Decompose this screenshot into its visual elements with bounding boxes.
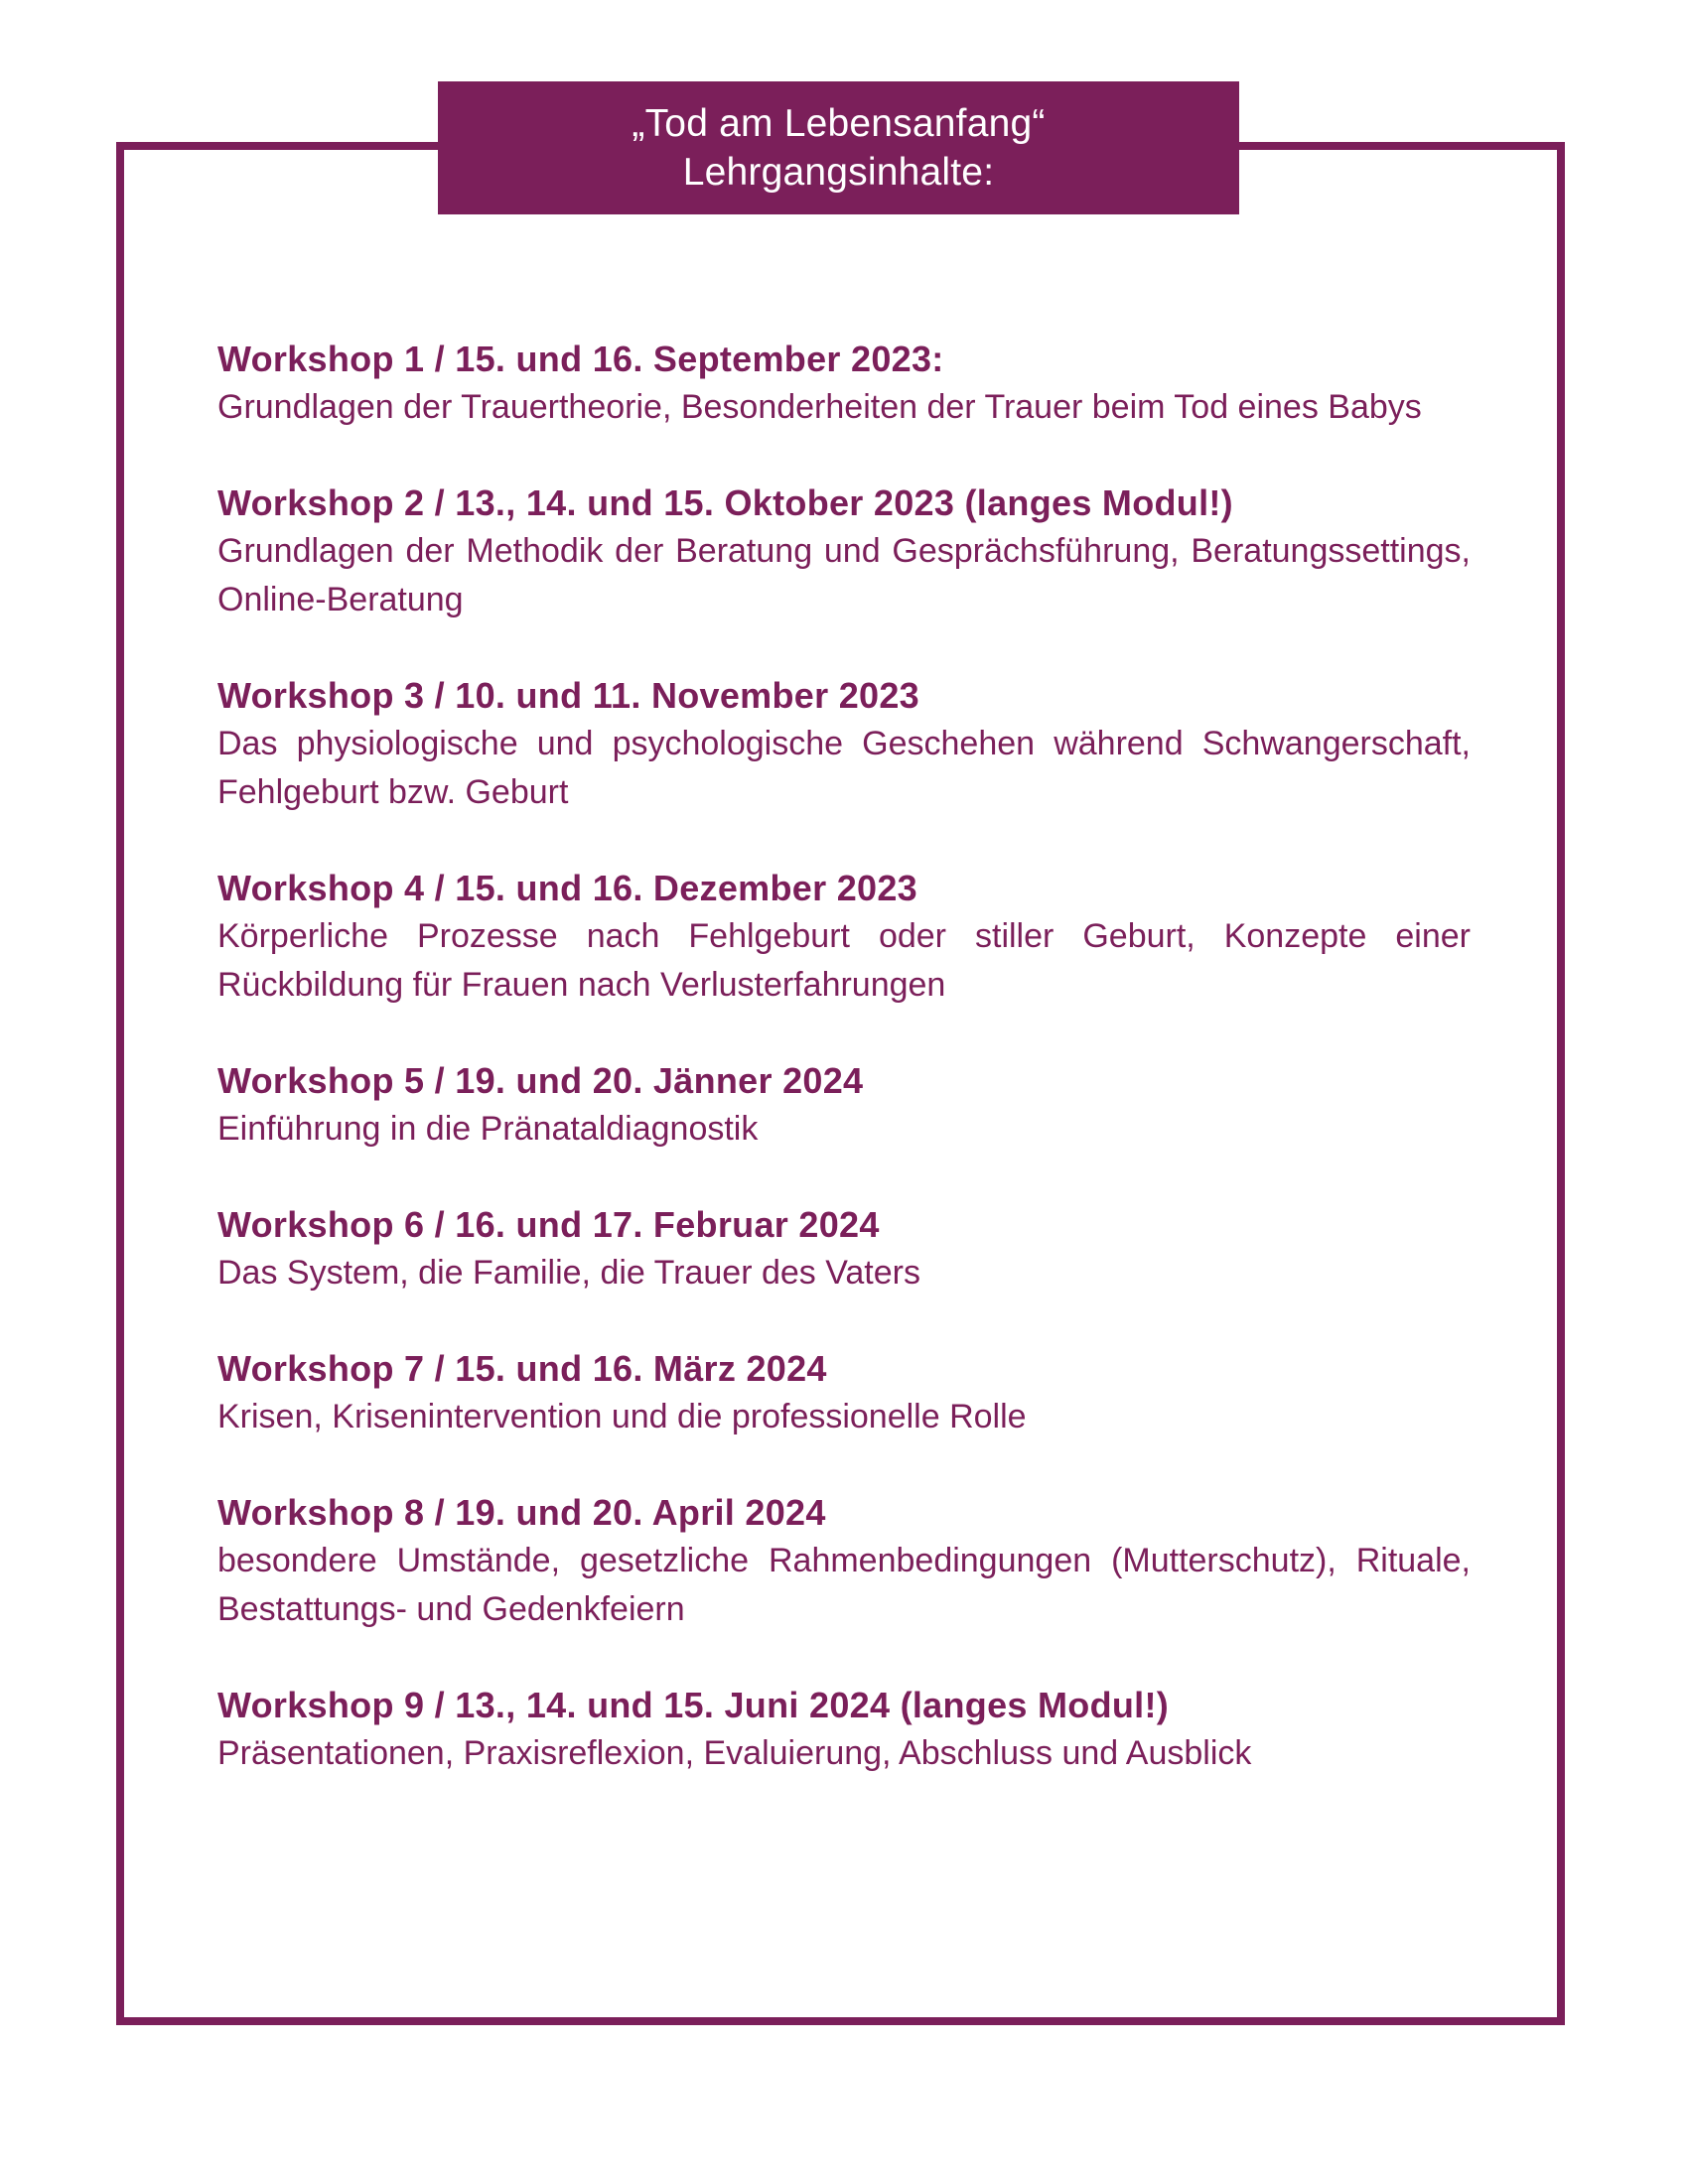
workshop-description: Einführung in die Pränataldiagnostik bbox=[217, 1110, 759, 1148]
course-subtitle: Lehrgangsinhalte: bbox=[682, 151, 995, 194]
workshop-item-1 bbox=[217, 336, 1471, 432]
workshop-item-9 bbox=[217, 1682, 1471, 1778]
workshop-description: Krisen, Krisenintervention und die professionelle Rolle bbox=[217, 1398, 1027, 1435]
workshop-description: besondere Umstände, gesetzliche Rahmenbedingungen (Mutterschutz), Rituale, Bestattungs- und Gedenkfeiern bbox=[217, 1542, 1471, 1628]
workshop-item-4 bbox=[217, 865, 1471, 1010]
workshop-item-8 bbox=[217, 1489, 1471, 1634]
workshop-item-2 bbox=[217, 479, 1471, 624]
workshop-heading: Workshop 8 / 19. und 20. April 2024 bbox=[217, 1492, 826, 1533]
workshop-list bbox=[217, 336, 1471, 1826]
workshop-description: Das physiologische und psychologische Geschehen während Schwangerschaft, Fehlgeburt bzw. Geburt bbox=[217, 725, 1471, 811]
workshop-heading: Workshop 1 / 15. und 16. September 2023: bbox=[217, 339, 944, 379]
workshop-description: Körperliche Prozesse nach Fehlgeburt oder stiller Geburt, Konzepte einer Rückbildung für Frauen nach Verlusterfahrungen bbox=[217, 917, 1471, 1004]
workshop-description: Das System, die Familie, die Trauer des Vaters bbox=[217, 1254, 920, 1292]
workshop-heading: Workshop 9 / 13., 14. und 15. Juni 2024 (langes Modul!) bbox=[217, 1685, 1170, 1725]
title-banner bbox=[438, 81, 1239, 214]
workshop-heading: Workshop 4 / 15. und 16. Dezember 2023 bbox=[217, 868, 917, 908]
workshop-heading: Workshop 3 / 10. und 11. November 2023 bbox=[217, 675, 920, 716]
workshop-description: Grundlagen der Methodik der Beratung und Gesprächsführung, Beratungssettings, Online-Beratung bbox=[217, 532, 1471, 618]
workshop-description: Grundlagen der Trauertheorie, Besonderheiten der Trauer beim Tod eines Babys bbox=[217, 388, 1422, 426]
workshop-item-7 bbox=[217, 1345, 1471, 1441]
workshop-item-6 bbox=[217, 1201, 1471, 1297]
workshop-heading: Workshop 7 / 15. und 16. März 2024 bbox=[217, 1348, 827, 1389]
workshop-heading: Workshop 2 / 13., 14. und 15. Oktober 2023 (langes Modul!) bbox=[217, 482, 1233, 523]
course-title: „Tod am Lebensanfang“ bbox=[632, 102, 1046, 145]
workshop-description: Präsentationen, Praxisreflexion, Evaluierung, Abschluss und Ausblick bbox=[217, 1734, 1252, 1772]
workshop-heading: Workshop 5 / 19. und 20. Jänner 2024 bbox=[217, 1060, 864, 1101]
workshop-item-3 bbox=[217, 672, 1471, 817]
workshop-heading: Workshop 6 / 16. und 17. Februar 2024 bbox=[217, 1204, 880, 1245]
workshop-item-5 bbox=[217, 1057, 1471, 1154]
